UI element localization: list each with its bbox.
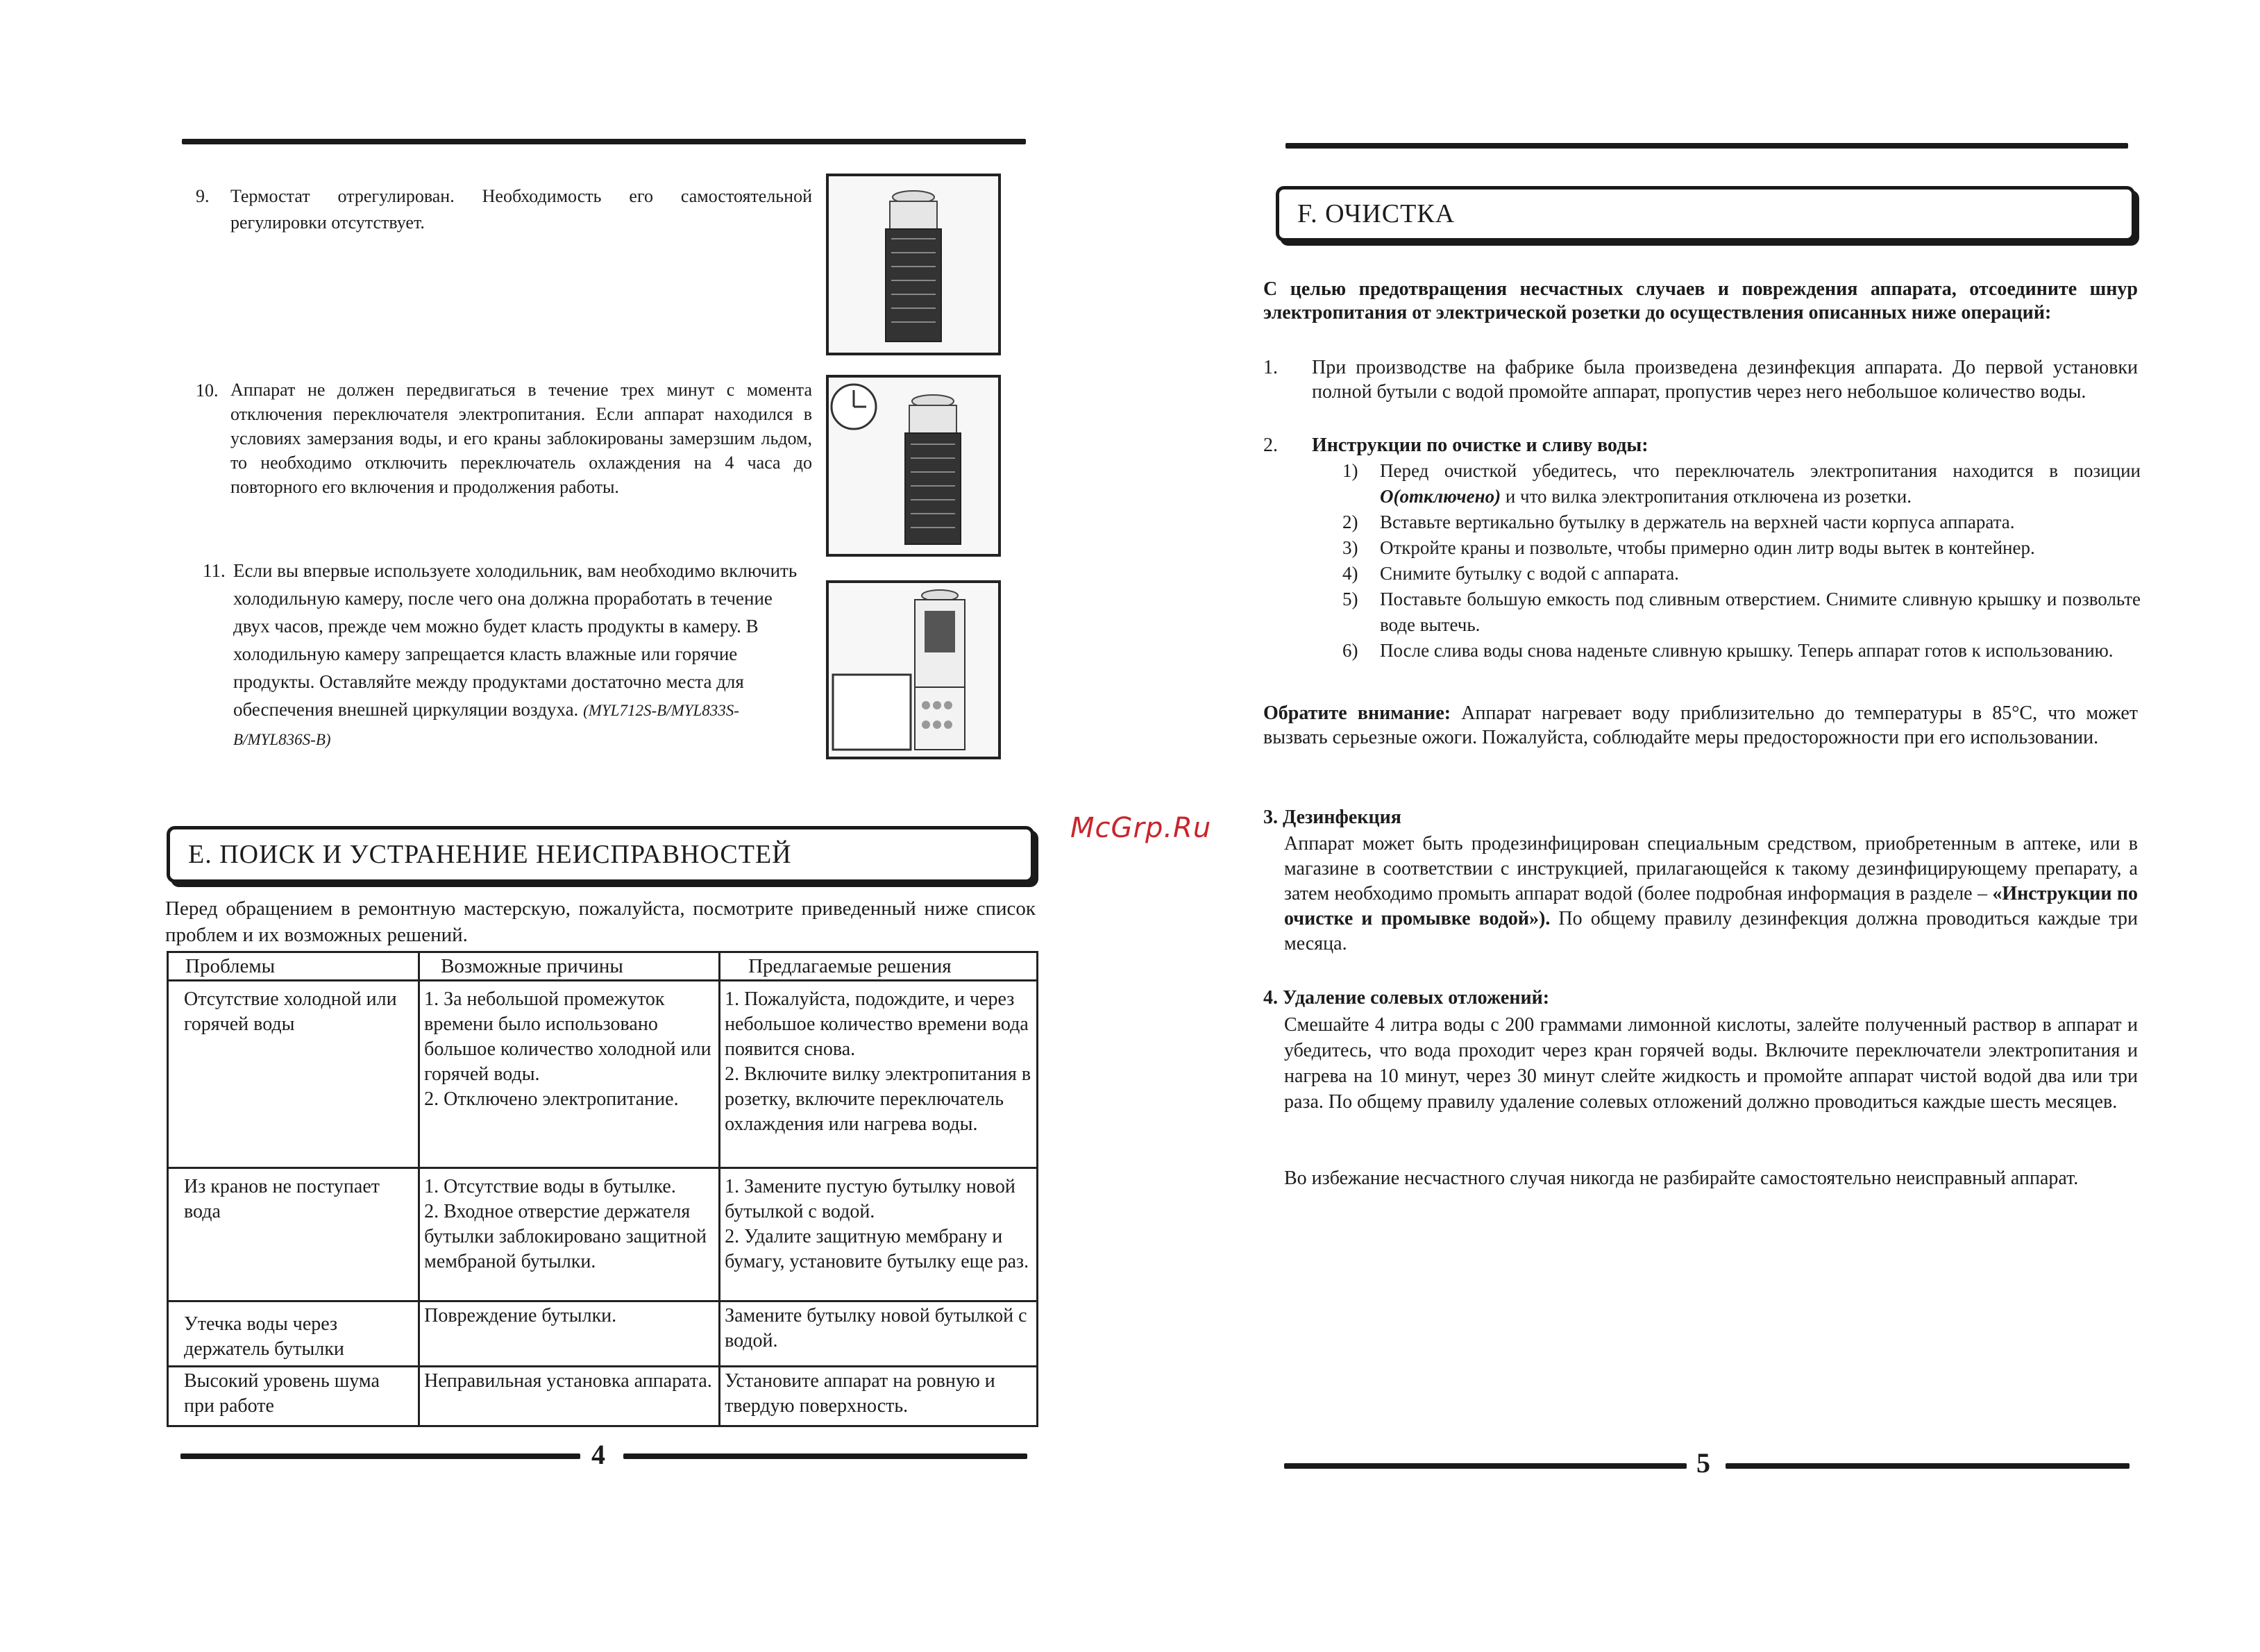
step-number: 3) [1342,537,1358,558]
troubleshooting-intro: Перед обращением в ремонтную мастерскую, пожалуйста, посмотрите приведенный ниже список проблем и их возможных решений. [165,897,1036,946]
list-item [1342,535,2141,561]
page-number: 4 [591,1439,605,1470]
item-text: Аппарат не должен передвигаться в течение трех минут с момента отключения переключателя электропитания. Если аппарат находился в условиях замерзания воды, и его краны заблокированы замерзшим льдом, то необходимо отключить переключатель охлаждения на 4 часа до повторного его включения и продолжения работы. [230,380,812,497]
step-number: 1) [1342,460,1358,481]
cooler-with-fridge-figure [826,580,1001,759]
attention-label: Обратите внимание: [1263,702,1451,724]
watermark-text: McGrp.Ru [1070,812,1212,844]
problem-cell: Из кранов не поступает вода [168,1168,419,1301]
table-row [168,981,1038,1168]
section-title: Е. ПОИСК И УСТРАНЕНИЕ НЕИСПРАВНОСТЕЙ [188,840,792,869]
final-note: Во избежание несчастного случая никогда не разбирайте самостоятельно неисправный аппарат. [1284,1168,2079,1189]
step-number: 6) [1342,640,1358,661]
disinfection-text: Аппарат может быть продезинфицирован специальным средством, приобретенным в аптеке, или в магазине в соответствии с инструкцией, прилагающейся к такому дезинфицирующему препарату, а затем необходимо промыть аппарат водой (более подробная информация в разделе – «Инструкции по очистке и промывке водой»). По общему правилу дезинфекция должна проводиться каждые три месяца. [1284,833,2138,954]
item-text: Термостат отрегулирован. Необходимость его самостоятельной регулировки отсутствует. [230,186,812,233]
step-text: Вставьте вертикально бутылку в держатель на верхней части корпуса аппарата. [1380,512,2015,532]
item-text [233,557,809,754]
page-number: 5 [1696,1447,1710,1478]
table-header-row [168,952,1038,981]
top-rule [1285,143,2128,149]
cooler-with-clock-figure [826,375,1001,557]
step-text: Откройте краны и позвольте, чтобы примерно один литр воды вытек в контейнер. [1380,537,2035,558]
list-item [1342,509,2141,535]
descaling-text: Смешайте 4 литра воды с 200 граммами лимонной кислоты, залейте полученный раствор в аппарат и убедитесь, что вода проходит через кран горячей воды. Включите переключатели электропитания и нагрева на 10 минут, через 30 минут слейте жидкость и промойте аппарат чистой водой два или три раза. По общему правилу удаление солевых отложений должно проводиться каждые шесть месяцев. [1284,1014,2138,1113]
step-number: 2) [1342,512,1358,532]
problem-cell: Отсутствие холодной или горячей воды [168,981,419,1168]
solution-cell: Замените бутылку новой бутылкой с водой. [720,1301,1038,1367]
section-title: F. ОЧИСТКА [1297,199,1456,228]
water-cooler-figure [826,174,1001,355]
point-number: 2. [1263,435,1278,456]
bottom-rule-left [180,1453,580,1459]
item-11 [203,557,813,758]
point-title: Инструкции по очистке и сливу воды: [1312,435,1648,456]
solution-cell: 1. Пожалуйста, подождите, и через небольшое количество времени вода появится снова. 2. Включите вилку электропитания в розетку, включите переключатель охлаждения или нагрева воды. [720,981,1038,1168]
top-rule [182,139,1026,144]
problem-cell: Утечка воды через держатель бутылки [168,1301,419,1367]
point-text: При производстве на фабрике была произведена дезинфекция аппарата. До первой установки полной бутыли с водой промойте аппарат, пропустив через него небольшое количество воды. [1312,357,2138,403]
cause-cell: Неправильная установка аппарата. [419,1367,720,1426]
off-position-label: О(отключено) [1380,486,1501,507]
cause-cell: 1. За небольшой промежуток времени было использовано большое количество холодной или горячей воды. 2. Отключено электропитание. [419,981,720,1168]
section-reference: «Инструкции по очистке и промывке водой»). [1284,883,2138,929]
section-f-header [1276,186,2135,242]
item-number: 9. [196,186,210,206]
model-list: (MYL712S-B/MYL833S-B/MYL836S-B) [233,702,739,748]
step-number: 4) [1342,563,1358,584]
section-e-header [167,826,1034,883]
list-item [1342,458,2141,509]
bottom-rule-right [623,1453,1027,1459]
disinfection-title: 3. Дезинфекция [1263,807,1401,828]
solution-cell: 1. Замените пустую бутылку новой бутылкой с водой. 2. Удалите защитную мембрану и бумагу, установите бутылку еще раз. [720,1168,1038,1301]
table-row [168,1301,1038,1367]
list-item [1342,587,2141,638]
step-text: После слива воды снова наденьте сливную крышку. Теперь аппарат готов к использованию. [1380,640,2114,661]
step-text: Поставьте большую емкость под сливным отверстием. Снимите сливную крышку и позвольте воде вытечь. [1380,589,2141,635]
column-header: Предлагаемые решения [720,952,1038,981]
item-10 [196,378,813,537]
list-item [1342,638,2141,664]
point-number: 1. [1263,357,1278,378]
solution-cell: Установите аппарат на ровную и твердую поверхность. [720,1367,1038,1426]
table-row [168,1367,1038,1426]
item-number: 11. [203,560,226,581]
cause-cell: Повреждение бутылки. [419,1301,720,1367]
attention-text: Аппарат нагревает воду приблизительно до температуры в 85°С, что может вызвать серьезные ожоги. Пожалуйста, соблюдайте меры предосторожности при его использовании. [1263,702,2138,748]
step-text: Снимите бутылку с водой с аппарата. [1380,563,1679,584]
step-number: 5) [1342,589,1358,609]
problem-cell: Высокий уровень шума при работе [168,1367,419,1426]
right-page [1130,0,2260,1652]
bottom-rule-left [1284,1463,1687,1469]
safety-warning: С целью предотвращения несчастных случаев и повреждения аппарата, отсоедините шнур электропитания от электрической розетки до осуществления описанных ниже операций: [1263,278,2138,323]
item-text-body: Если вы впервые используете холодильник, вам необходимо включить холодильную камеру, после чего она должна проработать в течение двух часов, прежде чем можно будет класть продукты в камеру. В холодильную камеру запрещается класть влажные или горячие продукты. Оставляйте между продуктами достаточно места для обеспечения внешней циркуляции воздуха. [233,560,798,720]
item-9 [196,183,813,239]
point-2-title [1263,433,2138,458]
attention-note [1263,701,2138,750]
step-text: Перед очисткой убедитесь, что переключатель электропитания находится в позиции О(отключено) и что вилка электропитания отключена из розетки. [1380,460,2141,507]
point-1 [1263,355,2138,404]
cause-cell: 1. Отсутствие воды в бутылке. 2. Входное отверстие держателя бутылки заблокировано защитной мембраной бутылки. [419,1168,720,1301]
cleaning-steps [1342,458,2141,664]
bottom-rule-right [1726,1463,2130,1469]
descaling-title: 4. Удаление солевых отложений: [1263,987,1550,1009]
column-header: Возможные причины [419,952,720,981]
table-row [168,1168,1038,1301]
item-number: 10. [196,380,219,401]
troubleshooting-table [167,951,1038,1427]
list-item [1342,561,2141,587]
column-header: Проблемы [168,952,419,981]
